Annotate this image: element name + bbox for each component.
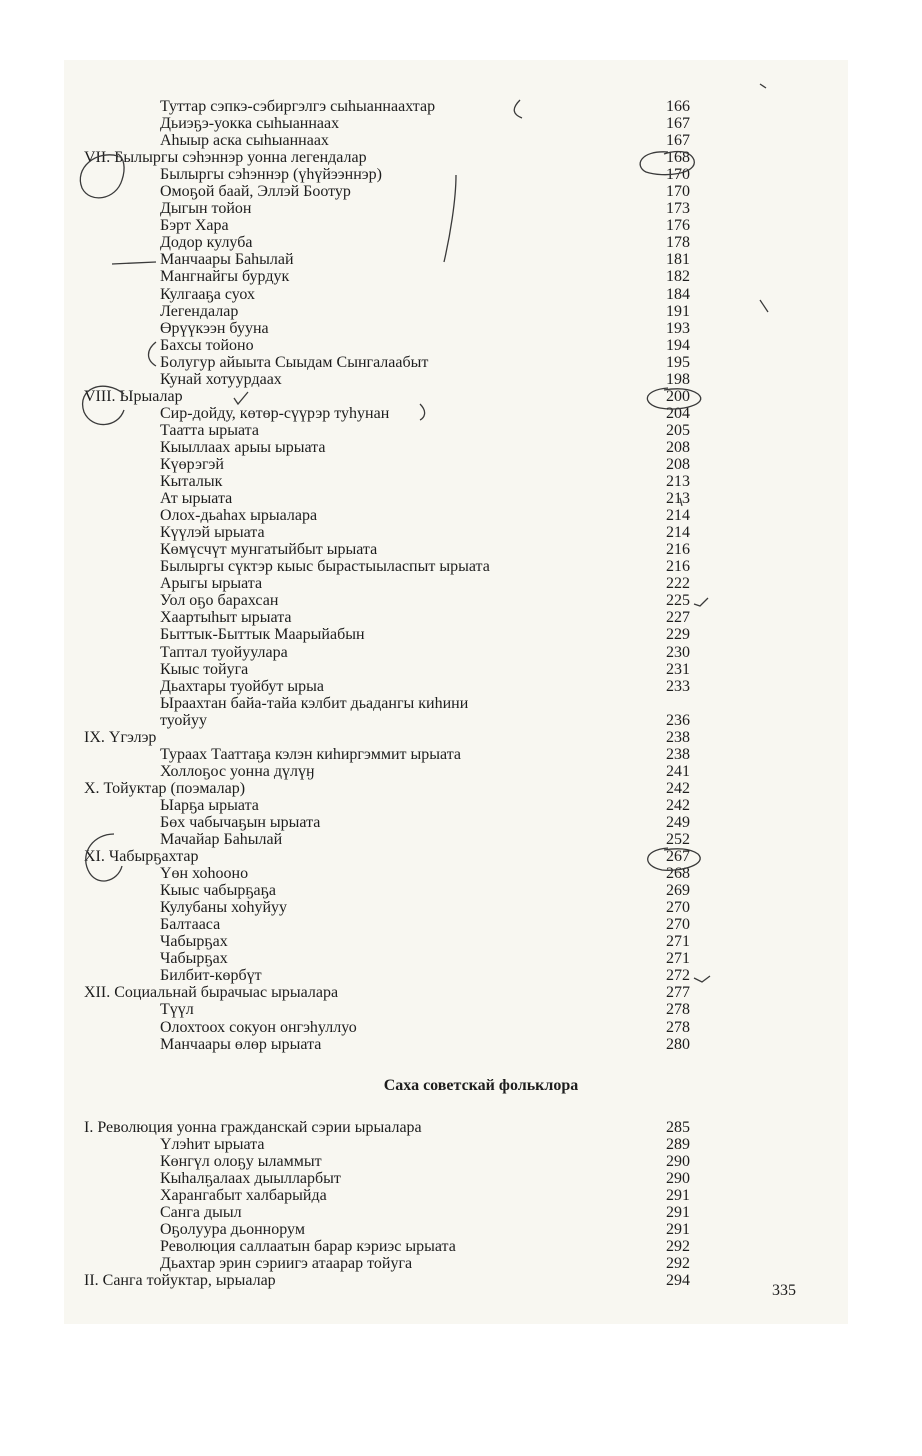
dot-leader xyxy=(342,950,630,967)
dot-leader xyxy=(434,183,630,200)
toc-entry-title: Ыарҕа ырыата xyxy=(160,796,259,814)
toc-entry xyxy=(0,234,922,251)
toc-entry xyxy=(0,763,922,780)
toc-entry-page: 268 xyxy=(666,865,690,883)
dot-leader xyxy=(414,899,630,916)
toc-entry-page: 271 xyxy=(666,933,690,951)
dot-leader xyxy=(434,609,630,626)
dot-leader xyxy=(394,234,630,251)
toc-entry-title: IX. Үгэлэр xyxy=(84,728,157,746)
toc-entry-title: Ат ырыата xyxy=(160,490,233,508)
toc-entry xyxy=(0,831,922,848)
toc-entry-title: XI. Чабырҕахтар xyxy=(84,848,199,866)
toc-entry-title: X. Тойуктар (поэмалар) xyxy=(84,779,246,797)
toc-entry-page: 198 xyxy=(666,370,690,388)
toc-entry xyxy=(0,371,922,388)
dot-leader xyxy=(414,251,630,268)
dot-leader xyxy=(400,729,630,746)
toc-entry-title: Кулубаны хоһуйуу xyxy=(160,899,288,917)
dot-leader xyxy=(306,303,630,320)
toc-entry-title: Сир-дойду, көтөр-сүүрэр туһунан xyxy=(160,404,390,422)
toc-entry-page: 272 xyxy=(666,967,690,985)
toc-entry-title: Көнгүл олоҕу ыламмыт xyxy=(160,1152,322,1170)
dot-leader xyxy=(434,592,630,609)
toc-entry xyxy=(0,422,922,439)
dot-leader xyxy=(506,354,630,371)
toc-entry xyxy=(0,507,922,524)
toc-entry-title: Таптал туойуулара xyxy=(160,643,288,661)
toc-entry-title: Түүл xyxy=(160,1001,194,1019)
toc-entry xyxy=(0,354,922,371)
dot-leader xyxy=(342,1204,630,1221)
dot-leader xyxy=(410,439,650,456)
toc-entry-title: Революция саллаатын барар кэриэс ырыата xyxy=(160,1237,456,1255)
toc-entry-page: 173 xyxy=(666,200,690,218)
toc-entry-page: 229 xyxy=(666,626,690,644)
dot-leader xyxy=(380,507,630,524)
toc-entry-page: 291 xyxy=(666,1203,690,1221)
toc-entry-title: Туттар сэпкэ-сэбиргэлгэ сыһыаннаахтар xyxy=(160,98,436,115)
toc-entry-title: Дьиэҕэ-уокка сыһыаннаах xyxy=(160,115,340,133)
page-number: 335 xyxy=(772,1282,796,1299)
toc-entry-title: Өрүүкээн бууна xyxy=(160,319,269,337)
toc-entry xyxy=(0,286,922,303)
toc-entry-page: 267 xyxy=(666,848,690,866)
toc-entry-title: Тураах Тааттаҕа кэлэн киһиргэммит ырыата xyxy=(160,745,461,763)
toc-entry-title: Үөн хоһооно xyxy=(160,865,249,883)
dot-leader xyxy=(414,678,630,695)
toc-entry xyxy=(0,541,922,558)
toc-entry xyxy=(0,797,922,814)
dot-leader xyxy=(370,575,630,592)
toc-entry xyxy=(0,695,922,712)
dot-leader xyxy=(506,695,570,712)
dot-leader xyxy=(362,388,630,405)
toc-entry-title: Балтааса xyxy=(160,916,221,934)
dot-leader xyxy=(414,1170,630,1187)
toc-entry-title: Уол оҕо барахсан xyxy=(160,592,279,610)
toc-entry-title: Мангнайгы бурдук xyxy=(160,268,290,286)
toc-entry-page: 291 xyxy=(666,1186,690,1204)
toc-entry-title: Таатта ырыата xyxy=(160,421,259,439)
toc-entry xyxy=(0,200,922,217)
toc-entry-title: Дьахтары туойбут ырыа xyxy=(160,677,325,695)
dot-leader xyxy=(410,166,630,183)
dot-leader xyxy=(394,644,630,661)
toc-entry-title: Болугур айыыта Сыыдам Сынгалаабыт xyxy=(160,353,429,371)
toc-entry-page: 270 xyxy=(666,916,690,934)
toc-entry-page: 204 xyxy=(666,404,690,422)
toc-entry-title: Хаартыһыт ырыата xyxy=(160,609,292,627)
toc-entry xyxy=(0,558,922,575)
dot-leader xyxy=(434,1272,630,1289)
toc-entry xyxy=(0,678,922,695)
toc-entry-page: 194 xyxy=(666,336,690,354)
toc-entry xyxy=(0,1187,922,1204)
dot-leader xyxy=(574,558,630,575)
toc-entry-page: 213 xyxy=(666,490,690,508)
toc-entry-page: 214 xyxy=(666,507,690,525)
dot-leader xyxy=(414,1221,630,1238)
dot-leader xyxy=(434,984,630,1001)
toc-entry-title: Кыыс чабырҕаҕа xyxy=(160,882,276,900)
toc-entry-title: Арыгы ырыата xyxy=(160,575,263,593)
toc-entry-title: Кыталык xyxy=(160,473,223,491)
toc-entry-title: Былыргы сэһэннэр (үһүйээннэр) xyxy=(160,166,382,184)
dot-leader xyxy=(342,916,630,933)
dot-leader xyxy=(342,933,630,950)
dot-leader xyxy=(414,286,630,303)
dot-leader xyxy=(414,524,630,541)
toc-entry-page: 238 xyxy=(666,728,690,746)
toc-entry-title: Күөрэгэй xyxy=(160,455,224,473)
toc-entry-page: 181 xyxy=(666,251,690,269)
toc-entry xyxy=(0,303,922,320)
toc-entry-page: 271 xyxy=(666,950,690,968)
toc-entry-page: 270 xyxy=(666,899,690,917)
dot-leader xyxy=(342,217,630,234)
toc-entry-page: 184 xyxy=(666,285,690,303)
toc-entry xyxy=(0,1170,922,1187)
toc-entry-title: Олохтоох сокуон онгэһуллуо xyxy=(160,1018,357,1036)
dot-leader xyxy=(414,1153,630,1170)
toc-entry xyxy=(0,1153,922,1170)
section-heading: Саха советскай фольклора xyxy=(383,1076,579,1094)
toc-entry-page: 208 xyxy=(666,455,690,473)
dot-leader xyxy=(414,882,630,899)
toc-entry-title: VII. Былыргы сэһэннэр уонна легендалар xyxy=(84,149,367,167)
dot-leader xyxy=(370,320,630,337)
toc-entry-page: 193 xyxy=(666,319,690,337)
toc-entry xyxy=(0,439,922,456)
dot-leader xyxy=(434,626,630,643)
toc-entry-page: 230 xyxy=(666,643,690,661)
toc-entry-page: 205 xyxy=(666,421,690,439)
toc-entry-title: Кыыллаах арыы ырыата xyxy=(160,438,326,456)
toc-entry xyxy=(0,746,922,763)
toc-entry-title: Олох-дьаһах ырыалара xyxy=(160,507,318,525)
toc-entry-title: Аһыыр аска сыһыаннаах xyxy=(160,132,329,150)
toc-entry xyxy=(0,268,922,285)
toc-entry xyxy=(0,337,922,354)
toc-entry xyxy=(0,388,922,405)
toc-entry-title: Чабырҕах xyxy=(160,950,228,968)
toc-entry-page: 214 xyxy=(666,524,690,542)
dot-leader xyxy=(434,763,630,780)
toc-entry xyxy=(0,98,922,115)
toc-entry-title: Кулгааҕа суох xyxy=(160,285,255,303)
toc-entry xyxy=(0,626,922,643)
dot-leader xyxy=(342,473,650,490)
toc-entry-title: Омоҕой баай, Эллэй Боотур xyxy=(160,183,351,201)
toc-list-folklore xyxy=(0,98,922,1053)
toc-entry-page: 167 xyxy=(666,115,690,133)
toc-entry-title: Үлэһит ырыата xyxy=(160,1135,265,1153)
toc-entry-page: 233 xyxy=(666,677,690,695)
dot-leader xyxy=(414,797,630,814)
toc-entry xyxy=(0,1019,922,1036)
toc-entry xyxy=(0,848,922,865)
toc-entry-page: 225 xyxy=(666,592,690,610)
toc-entry xyxy=(0,899,922,916)
toc-entry xyxy=(0,149,922,166)
toc-entry-page: 291 xyxy=(666,1220,690,1238)
toc-entry-title: Манчаары өлөр ырыата xyxy=(160,1035,322,1053)
dot-leader xyxy=(414,1036,630,1053)
toc-entry xyxy=(0,1238,922,1255)
toc-entry xyxy=(0,950,922,967)
toc-entry-page: 278 xyxy=(666,1001,690,1019)
toc-entry-page: 242 xyxy=(666,779,690,797)
toc-entry xyxy=(0,984,922,1001)
toc-entry-page: 178 xyxy=(666,234,690,252)
dot-leader xyxy=(394,780,630,797)
toc-entry xyxy=(0,882,922,899)
toc-entry-page: 213 xyxy=(666,473,690,491)
toc-entry xyxy=(0,592,922,609)
dot-leader xyxy=(520,98,630,115)
dot-leader xyxy=(414,490,630,507)
dot-leader xyxy=(370,865,630,882)
toc-entry xyxy=(0,251,922,268)
toc-entry xyxy=(0,814,922,831)
toc-entry-page: 166 xyxy=(666,98,690,115)
toc-entry-page: 241 xyxy=(666,762,690,780)
toc-entry-page: 191 xyxy=(666,302,690,320)
toc-entry-title: Манчаары Баһылай xyxy=(160,251,294,269)
toc-entry-page: 290 xyxy=(666,1169,690,1187)
toc-entry xyxy=(0,1001,922,1018)
toc-entry xyxy=(0,729,922,746)
toc-entry xyxy=(0,405,922,422)
toc-entry-page: 292 xyxy=(666,1237,690,1255)
toc-entry-title: I. Революция уонна гражданскай сэрии ырыалара xyxy=(84,1118,422,1136)
toc-entry-page: 216 xyxy=(666,558,690,576)
toc-entry-page: 200 xyxy=(666,387,690,405)
toc-entry-title: Бөх чабычаҕын ырыата xyxy=(160,813,321,831)
toc-entry-title: Былыргы сүктэр кыыс бырастыыласпыт ырыата xyxy=(160,558,490,576)
toc-entry-title: Күүлэй ырыата xyxy=(160,524,265,542)
toc-entry xyxy=(0,115,922,132)
toc-entry xyxy=(0,1119,922,1136)
toc-entry-page: 294 xyxy=(666,1272,690,1290)
toc-entry-page: 249 xyxy=(666,813,690,831)
toc-entry-title: Мачайар Баһылай xyxy=(160,831,283,849)
toc-entry xyxy=(0,712,922,729)
toc-entry-page: 292 xyxy=(666,1255,690,1272)
toc-entry-title: Ыраахтан байа-тайа кэлбит дьадангы киһини xyxy=(160,694,469,712)
toc-entry-title: Додор кулуба xyxy=(160,234,253,252)
toc-entry-page: 238 xyxy=(666,745,690,763)
toc-entry-page: 252 xyxy=(666,831,690,849)
dot-leader xyxy=(342,200,630,217)
toc-entry-page: 231 xyxy=(666,660,690,678)
toc-entry xyxy=(0,217,922,234)
toc-entry-title: Көмүсчүт мунгатыйбыт ырыата xyxy=(160,541,378,559)
toc-entry-title: Кыһалҕалаах дыылларбыт xyxy=(160,1169,341,1187)
dot-leader xyxy=(464,132,630,149)
toc-entry xyxy=(0,865,922,882)
toc-entry xyxy=(0,524,922,541)
dot-leader xyxy=(414,1187,630,1204)
toc-entry xyxy=(0,780,922,797)
dot-leader xyxy=(370,422,650,439)
toc-entry-page: 222 xyxy=(666,575,690,593)
toc-entry xyxy=(0,916,922,933)
toc-entry-title: Санга дыыл xyxy=(160,1203,242,1221)
dot-leader xyxy=(506,1255,630,1272)
toc-entry xyxy=(0,1136,922,1153)
toc-entry xyxy=(0,456,922,473)
dot-leader xyxy=(482,115,630,132)
toc-entry-title: Быттык-Быттык Маарыйабын xyxy=(160,626,365,644)
dot-leader xyxy=(394,337,630,354)
dot-leader xyxy=(414,831,630,848)
dot-leader xyxy=(342,456,650,473)
dot-leader xyxy=(370,848,630,865)
toc-entry xyxy=(0,967,922,984)
toc-entry xyxy=(0,166,922,183)
toc-entry-title: Кыыс тойуга xyxy=(160,660,249,678)
toc-entry-title: Дьахтар эрин сэриигэ атаарар тойуга xyxy=(160,1255,413,1272)
toc-entry xyxy=(0,1221,922,1238)
toc-entry-page: 278 xyxy=(666,1018,690,1036)
toc-entry-page: 170 xyxy=(666,166,690,184)
toc-entry xyxy=(0,609,922,626)
toc-entry-page: 167 xyxy=(666,132,690,150)
toc-entry xyxy=(0,132,922,149)
toc-entry-page: 170 xyxy=(666,183,690,201)
toc-entry xyxy=(0,473,922,490)
toc-entry-title: Бахсы тойоно xyxy=(160,336,254,354)
toc-entry xyxy=(0,1204,922,1221)
toc-entry-title: VIII. Ырыалар xyxy=(84,387,183,405)
toc-entry-title: Холлоҕос уонна дүлүӈ xyxy=(160,762,315,780)
toc-entry-title: Билбит-көрбүт xyxy=(160,967,262,985)
toc-entry-page: 176 xyxy=(666,217,690,235)
toc-entry-page: 269 xyxy=(666,882,690,900)
table-of-contents xyxy=(0,98,922,1289)
toc-entry-page: 277 xyxy=(666,984,690,1002)
toc-entry-page: 208 xyxy=(666,438,690,456)
toc-entry xyxy=(0,575,922,592)
toc-list-soviet-folklore xyxy=(0,1119,922,1289)
toc-entry-title: XII. Социальнай бырачыас ырыалара xyxy=(84,984,339,1002)
toc-entry xyxy=(0,320,922,337)
dot-leader xyxy=(414,371,630,388)
dot-leader xyxy=(414,268,630,285)
toc-entry xyxy=(0,644,922,661)
toc-entry-page: 195 xyxy=(666,353,690,371)
dot-leader xyxy=(434,1019,630,1036)
dot-leader xyxy=(540,1119,630,1136)
dot-leader xyxy=(370,1136,630,1153)
toc-entry-title: туойуу xyxy=(160,711,207,729)
dot-leader xyxy=(560,1238,630,1255)
dot-leader xyxy=(414,814,630,831)
dot-leader xyxy=(414,661,630,678)
toc-entry xyxy=(0,183,922,200)
dot-leader xyxy=(456,149,630,166)
toc-entry xyxy=(0,933,922,950)
toc-entry-page: 236 xyxy=(666,711,690,729)
toc-entry xyxy=(0,1036,922,1053)
toc-entry-page: 280 xyxy=(666,1035,690,1053)
toc-entry-title: Чабырҕах xyxy=(160,933,228,951)
toc-entry-page: 289 xyxy=(666,1135,690,1153)
dot-leader xyxy=(434,541,630,558)
dot-leader xyxy=(448,405,630,422)
toc-entry-page: 290 xyxy=(666,1152,690,1170)
toc-entry xyxy=(0,661,922,678)
toc-entry-title: Оҕолуура дьоннорум xyxy=(160,1220,305,1238)
toc-entry-title: Кунай хотуурдаах xyxy=(160,370,282,388)
toc-entry-title: Харангабыт халбарыйда xyxy=(160,1186,327,1204)
toc-entry-page: 242 xyxy=(666,796,690,814)
toc-entry-page: 285 xyxy=(666,1118,690,1136)
toc-entry-page: 227 xyxy=(666,609,690,627)
toc-entry xyxy=(0,1255,922,1272)
toc-entry-title: Легендалар xyxy=(160,302,239,320)
dot-leader xyxy=(306,1001,630,1018)
toc-entry-title: Бэрт Хара xyxy=(160,217,229,235)
toc-entry-title: II. Санга тойуктар, ырыалар xyxy=(84,1272,276,1290)
toc-entry xyxy=(0,490,922,507)
toc-entry-title: Дыгын тойон xyxy=(160,200,252,218)
dot-leader xyxy=(342,967,630,984)
dot-leader xyxy=(560,746,630,763)
toc-entry-page: 216 xyxy=(666,541,690,559)
toc-entry-page: 182 xyxy=(666,268,690,286)
toc-entry-page: 168 xyxy=(666,149,690,167)
